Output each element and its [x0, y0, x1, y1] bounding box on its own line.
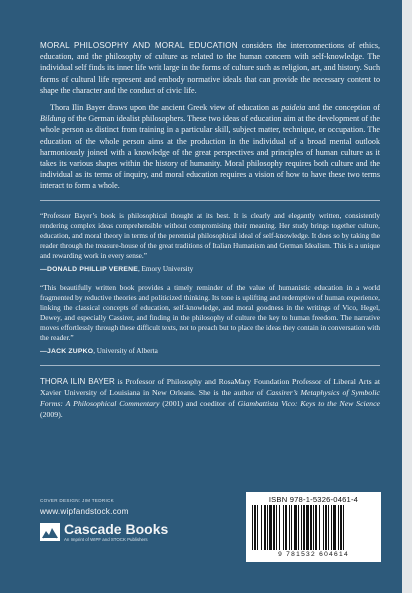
publisher-logo-row	[40, 522, 210, 542]
cover-credit: COVER DESIGN: JIM TEDRICK	[40, 498, 115, 503]
review-quote: “This beautifully written book provides a timely reminder of the value of humanistic education in a world fragmented by reductive theories and politicized thinking. Its tone is uplifting and redemptive of human experience, linking the classical concepts of education, self-knowledge, and moral goodness in the writings of Vico, Hegel, Dewey, and especially Cassirer, and finding in the philosophy of culture the key to human freedom. The narrative moves effortlessly through these difficult texts, not to preach but to place the ideas they contain in conversation with the reader.”	[40, 282, 380, 342]
review-quote: “Professor Bayer’s book is philosophical thought at its best. It is clearly and elegantly written, consistently rendering complex ideas comprehensible without compromising their meaning. Her study brings together culture, education, and moral theory in terms of the perennial philosophical ideal of self-knowledge. It does so by taking the reader through the treasure-house of the great traditions of Italian Humanism and German Idealism. This is a unique and rewarding work in every sense.”	[40, 210, 380, 260]
book-description	[40, 40, 380, 192]
review-attribution: —DONALD PHILLIP VERENE, Emory University	[40, 264, 194, 273]
publisher-block	[40, 498, 210, 542]
barcode-panel	[246, 492, 381, 562]
review-1	[40, 211, 380, 273]
cascade-logo-icon	[40, 523, 60, 541]
publisher-name: Cascade Books	[64, 521, 169, 537]
back-cover-content	[40, 40, 380, 420]
description-paragraph-2: Thora Ilin Bayer draws upon the ancient Greek view of education as paideia and the conception of Bildung of the German idealist philosophers. These two ideas of education aim at the development of the whole person as distinct from training in a particular skill, subject matter, technique, or occupation. The education of the whole person aims at the production in the individual of a broad mental outlook harmoniously joined with a knowledge of the great perspectives and principles of human culture as it takes its various shapes within the history of humanity. Moral philosophy requires both culture and the individual as its terms of inquiry, and moral education requires a vision of how to have these two terms interact to form a whole.	[40, 103, 381, 191]
review-2	[40, 283, 380, 355]
publisher-website[interactable]: www.wipfandstock.com	[40, 507, 129, 516]
review-attribution: —JACK ZUPKO, University of Alberta	[40, 346, 158, 355]
barcode-icon	[252, 505, 375, 550]
book-title-caps: MORAL PHILOSOPHY AND MORAL EDUCATION	[40, 41, 238, 50]
divider	[40, 365, 380, 366]
barcode-digits: 9 781532 604614	[278, 551, 349, 558]
publisher-subtitle: An Imprint of WIPF and STOCK Publishers	[64, 537, 148, 542]
divider	[40, 200, 380, 201]
page-edge	[402, 0, 412, 593]
description-paragraph-1: MORAL PHILOSOPHY AND MORAL EDUCATION considers the interconnections of ethics, education, and the philosophy of culture as related to the human concern with self-knowledge. The individual self finds its inner life writ large in the forms of culture such as religion, art, and history. Such forms of cultural life represent and embody normative ideals that can provide the necessary content to shape the character and the conduct of civic life.	[40, 41, 380, 95]
author-bio: THORA ILIN BAYER is Professor of Philosophy and RosaMary Foundation Professor of Liberal Arts at Xavier University of Louisiana in New Orleans. She is the author of Cassirer’s Metaphysics of Symbolic Forms: A Philosophical Commentary (2001) and coeditor of Giambattista Vico: Keys to the New Science (2009).	[40, 376, 381, 419]
isbn-label: ISBN 978-1-5326-0461-4	[268, 495, 359, 504]
